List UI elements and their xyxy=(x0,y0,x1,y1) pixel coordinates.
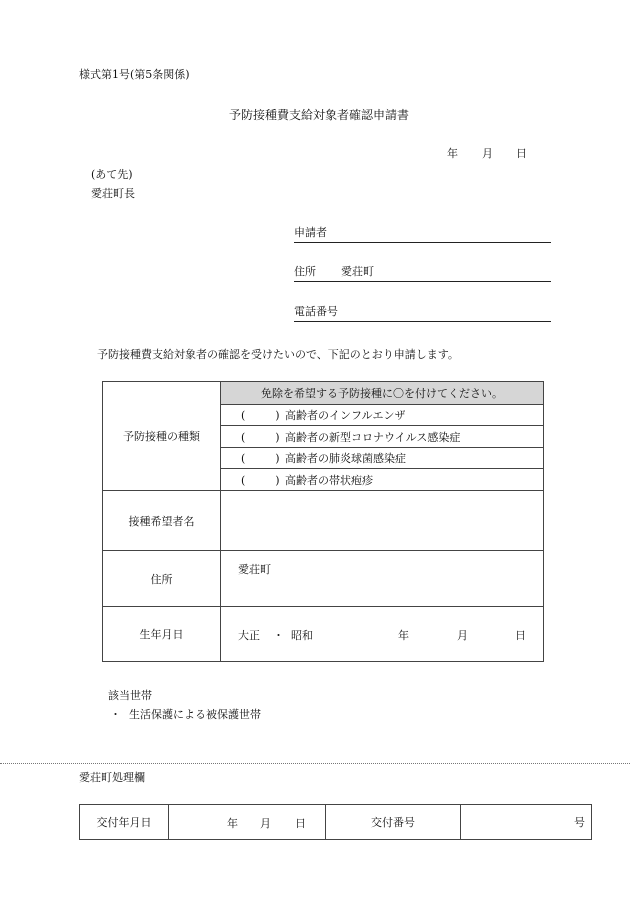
issue-date-label: 交付年月日 xyxy=(80,805,169,840)
eligibility-heading: 該当世帯 xyxy=(108,689,152,702)
era-showa[interactable]: 昭和 xyxy=(291,629,313,642)
dob-label: 生年月日 xyxy=(103,607,221,662)
paren-open: ( xyxy=(241,430,246,444)
option-row[interactable] xyxy=(221,426,544,448)
phone-field[interactable] xyxy=(294,303,551,322)
paren-open: ( xyxy=(241,408,246,422)
application-table xyxy=(102,381,544,662)
paren-close: ) xyxy=(275,408,280,422)
table-address-value: 愛荘町 xyxy=(238,563,271,576)
addressee-label: (あて先) xyxy=(91,168,133,181)
era-separator: ・ xyxy=(273,629,284,642)
applicant-field[interactable] xyxy=(294,224,551,243)
number-suffix: 号 xyxy=(574,816,585,829)
address-field[interactable] xyxy=(294,263,551,282)
address-value: 愛荘町 xyxy=(341,265,374,278)
address-label-cell: 住所 xyxy=(103,551,221,607)
issue-number-label: 交付番号 xyxy=(326,805,461,840)
option-row[interactable] xyxy=(221,469,544,491)
eligibility-item: 生活保護による被保護世帯 xyxy=(129,708,261,721)
option-label: 高齢者のインフルエンザ xyxy=(285,408,406,422)
issue-number-input[interactable] xyxy=(461,805,592,840)
issue-year: 年 xyxy=(227,817,238,830)
name-label: 接種希望者名 xyxy=(103,491,221,551)
address-input[interactable] xyxy=(221,551,544,607)
option-row[interactable] xyxy=(221,404,544,426)
applicant-label: 申請者 xyxy=(294,226,327,239)
option-label: 高齢者の新型コロナウイルス感染症 xyxy=(285,430,461,444)
address-label: 住所 xyxy=(294,265,316,278)
issue-date-input[interactable] xyxy=(169,805,326,840)
option-row[interactable] xyxy=(221,447,544,469)
issue-day: 日 xyxy=(295,817,306,830)
paren-close: ) xyxy=(275,430,280,444)
paren-open: ( xyxy=(241,452,246,466)
paren-open: ( xyxy=(241,473,246,487)
name-input[interactable] xyxy=(221,491,544,551)
office-table xyxy=(79,804,592,840)
date-month[interactable]: 月 xyxy=(482,147,493,160)
issue-month: 月 xyxy=(260,817,271,830)
form-title: 予防接種費支給対象者確認申請書 xyxy=(229,108,410,122)
form-number: 様式第1号(第5条関係) xyxy=(79,68,190,81)
date-day[interactable]: 日 xyxy=(516,147,527,160)
addressee-name: 愛荘町長 xyxy=(91,187,135,200)
header-instruction: 免除を希望する予防接種に〇を付けてください。 xyxy=(221,382,544,405)
dob-input[interactable] xyxy=(221,607,544,662)
vaccine-type-label: 予防接種の種類 xyxy=(103,382,221,491)
cut-line xyxy=(0,763,630,764)
paren-close: ) xyxy=(275,473,280,487)
option-label: 高齢者の肺炎球菌感染症 xyxy=(285,452,406,466)
bullet: ・ xyxy=(110,708,121,721)
statement: 予防接種費支給対象者の確認を受けたいので、下記のとおり申請します。 xyxy=(97,348,459,361)
office-heading: 愛荘町処理欄 xyxy=(79,771,145,784)
option-label: 高齢者の帯状疱疹 xyxy=(285,473,373,487)
date-year[interactable]: 年 xyxy=(447,147,458,160)
dob-day: 日 xyxy=(515,629,526,642)
phone-label: 電話番号 xyxy=(294,305,338,318)
paren-close: ) xyxy=(275,452,280,466)
dob-month: 月 xyxy=(457,629,468,642)
dob-year: 年 xyxy=(398,629,409,642)
era-taisho[interactable]: 大正 xyxy=(238,629,260,642)
